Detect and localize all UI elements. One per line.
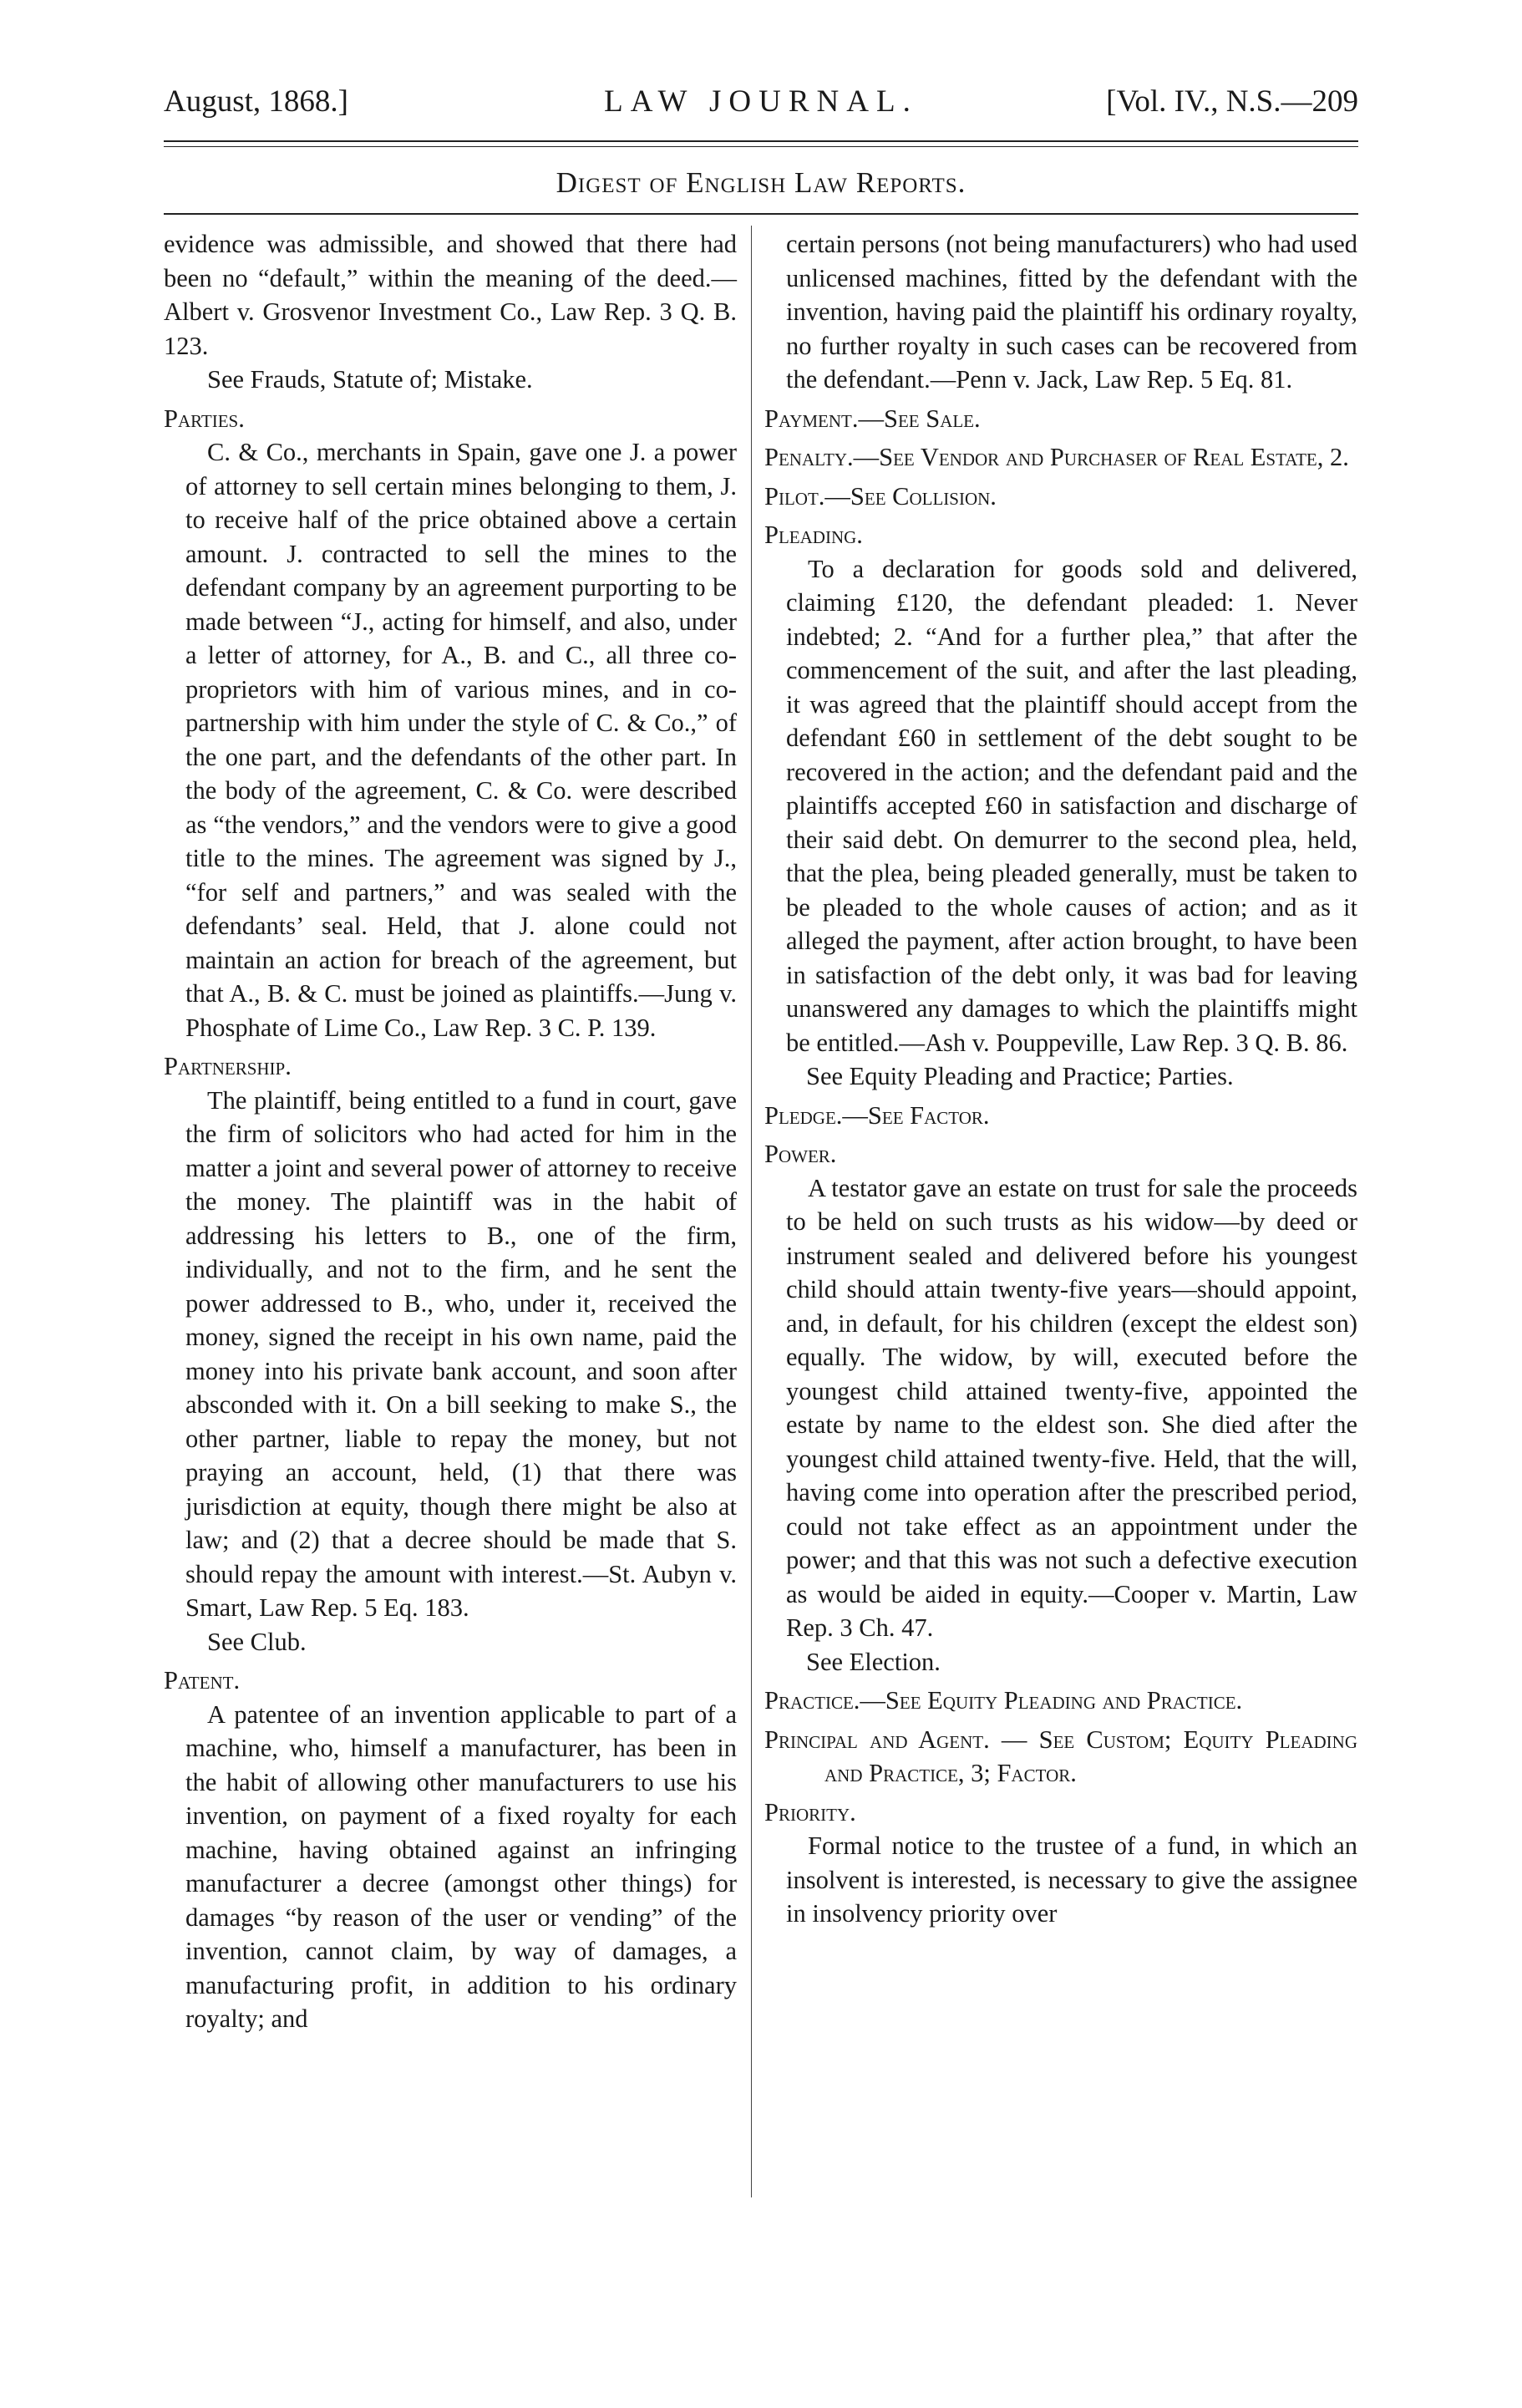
entry-heading-priority: Priority. [764, 1797, 856, 1826]
entry-principal-and-agent: Principal and Agent. — See Custom; Equity Pleading and Practice, 3; Factor. [764, 1725, 1357, 1787]
entry-body-pleading: To a declaration for goods sold and delivered, claiming £120, the defendant pleaded: 1. Never indebted; 2. “And for a further plea,” that after the commencement of the suit, and after the last pleading, it was agreed that the plaintiff should accept from the defendant £60 in settlement of the debt sought to be recovered in the action; and the defendant paid and the plaintiffs accepted £60 in satisfaction and discharge of their said debt. On demurrer to the second plea, held, that the plea, being pleaded generally, must be taken to be pleaded to the whole causes of action; and as it alleged the payment, after action brought, to have been in satisfaction of the debt only, it was bad for leaving unanswered any damages to which the plaintiffs might be entitled.—Ash v. Pouppeville, Law Rep. 3 Q. B. 86. [786, 554, 1357, 1057]
entry-pledge: Pledge.—See Factor. [764, 1100, 990, 1130]
entry-heading-pleading: Pleading. [764, 521, 863, 549]
right-column [764, 227, 1357, 1931]
cross-reference: See Equity Pleading and Practice; Parties. [806, 1062, 1234, 1090]
header-date: August, 1868.] [164, 84, 348, 119]
entry-penalty: Penalty.—See Vendor and Purchaser of Real Estate, 2. [764, 443, 1349, 471]
column-divider [751, 226, 752, 2197]
cross-reference: See Frauds, Statute of; Mistake. [207, 365, 533, 394]
entry-heading-power: Power. [764, 1140, 837, 1168]
paragraph-continued: certain persons (not being manufacturers) who had used unlicensed machines, fitted by the defendant with the invention, having paid the plaintiff his ordinary royalty, no further royalty in such cases can be recovered from the defendant.—Penn v. Jack, Law Rep. 5 Eq. 81. [786, 230, 1357, 394]
entry-pilot: Pilot.—See Collision. [764, 481, 997, 511]
cross-reference: See Club. [207, 1627, 307, 1656]
entry-payment: Payment.—See Sale. [764, 404, 981, 433]
entry-body-priority: Formal notice to the trustee of a fund, in which an insolvent is interested, is necessary to give the assignee in insolvency priority over [786, 1831, 1357, 1928]
entry-practice: Practice.—See Equity Pleading and Practice. [764, 1686, 1243, 1715]
section-rule [164, 213, 1358, 215]
entry-body-patent: A patentee of an invention applicable to part of a machine, who, himself a manufacturer, has been in the habit of allowing other manufacturers to use his invention, on payment of a fixed royalty for each machine, having obtained against an infringing manufacturer a decree (amongst other things) for damages “by reason of the user or vending” of the invention, cannot claim, by way of damages, a manufacturing profit, in addition to his ordinary royalty; and [185, 1699, 737, 2033]
entry-heading-partnership: Partnership. [164, 1052, 292, 1080]
entry-heading-patent: Patent. [164, 1666, 241, 1694]
cross-reference: See Election. [806, 1647, 941, 1676]
paragraph-continued: evidence was admissible, and showed that there had been no “default,” within the meaning of the deed.—Albert v. Grosvenor Investment Co., Law Rep. 3 Q. B. 123. [164, 230, 737, 360]
header-rule-thin [164, 146, 1358, 147]
section-title: Digest of English Law Reports. [556, 166, 966, 199]
entry-body-power: A testator gave an estate on trust for sale the proceeds to be held on such trusts as his widow—by deed or instrument sealed and delivered before his youngest child should attain twenty-five years—should appoint, and, in default, for his children (except the eldest son) equally. The widow, by will, executed before the youngest child attained twenty-five, appointed the estate by name to the eldest son. She died after the youngest child attained twenty-five. Held, that the will, having come into operation after the prescribed period, could not take effect as an appointment under the power; and that this was not such a defective execution as would be aided in equity.—Cooper v. Martin, Law Rep. 3 Ch. 47. [786, 1173, 1357, 1642]
entry-body-partnership: The plaintiff, being entitled to a fund in court, gave the firm of solicitors who had acted for him in the matter a joint and several power of attorney to receive the money. The plaintiff was in the habit of addressing his letters to B., one of the firm, individually, and not to the firm, and he sent the power addressed to B., who, under it, received the money, signed the receipt in his own name, paid the money into his private bank account, and soon after absconded with it. On a bill seeking to make S., the other partner, liable to repay the money, but not praying an account, held, (1) that there was jurisdiction at equity, though there might be also at law; and (2) that a decree should be made that S. should repay the amount with interest.—St. Aubyn v. Smart, Law Rep. 5 Eq. 183. [185, 1085, 737, 1622]
entry-heading-parties: Parties. [164, 404, 245, 433]
entry-body-parties: C. & Co., merchants in Spain, gave one J. a power of attorney to sell certain mines belonging to them, J. to receive half of the price obtained above a certain amount. J. contracted to sell the mines to the defendant company by an agreement purporting to be made between “J., acting for himself, and also, under a letter of attorney, for A., B. and C., all three co-proprietors with him of various mines, and in co-partnership with him under the style of C. & Co.,” of the one part, and the defendants of the other part. In the body of the agreement, C. & Co. were described as “the vendors,” and the vendors were to give a good title to the mines. The agreement was signed by J., “for self and partners,” and was sealed with the defendants’ seal. Held, that J. alone could not maintain an action for breach of the agreement, but that A., B. & C. must be joined as plaintiffs.—Jung v. Phosphate of Lime Co., Law Rep. 3 C. P. 139. [185, 438, 737, 1042]
volume-page-number: [Vol. IV., N.S.—209 [1106, 84, 1358, 119]
journal-title: LAW JOURNAL. [604, 84, 918, 119]
header-rule [164, 140, 1358, 142]
left-column [164, 227, 737, 2036]
running-head [164, 84, 1358, 134]
